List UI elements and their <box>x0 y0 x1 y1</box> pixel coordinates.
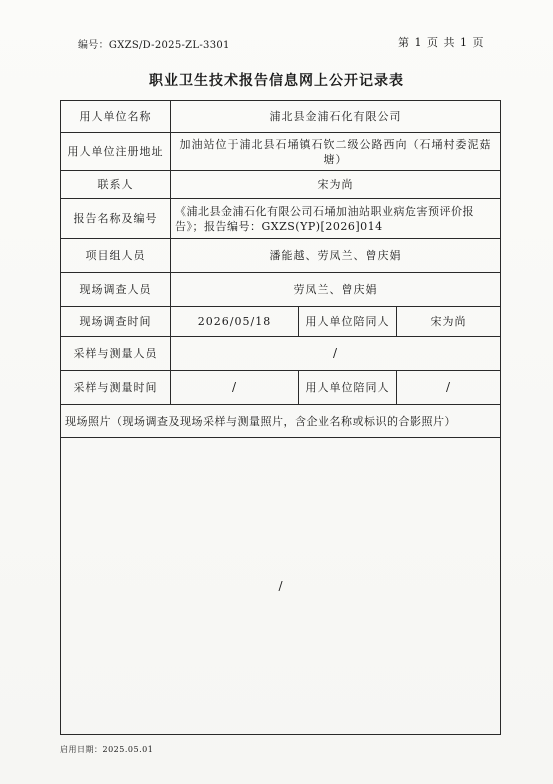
sampling-escort-value <box>397 371 501 405</box>
photos-label: 现场照片（现场调查及现场采样与测量照片，含企业名称或标识的合影照片） <box>61 405 501 438</box>
slash-mark: / <box>332 346 339 360</box>
photos-area <box>61 438 501 735</box>
page-info: 第 1 页 共 1 页 <box>398 36 485 49</box>
table-row <box>61 133 501 171</box>
sampling-time-label: 采样与测量时间 <box>61 371 171 405</box>
table-row <box>61 273 501 307</box>
survey-time-label: 现场调查时间 <box>61 307 171 337</box>
slash-mark: / <box>445 380 452 394</box>
employer-address-label: 用人单位注册地址 <box>61 133 171 171</box>
table-row <box>61 239 501 273</box>
table-row <box>61 101 501 133</box>
table-row <box>61 337 501 371</box>
doc-number: 编号：GXZS/D-2025-ZL-3301 <box>78 40 230 51</box>
employer-address-value: 加油站位于浦北县石埇镇石钦二级公路西向（石埇村委泥菇塘） <box>171 133 501 171</box>
employer-name-value: 浦北县金浦石化有限公司 <box>171 101 501 133</box>
slash-mark: / <box>231 380 238 394</box>
contact-label: 联系人 <box>61 171 171 199</box>
sampling-escort-label: 用人单位陪同人 <box>299 371 397 405</box>
table-row <box>61 199 501 239</box>
table-row <box>61 307 501 337</box>
survey-staff-value: 劳凤兰、曾庆娟 <box>171 273 501 307</box>
contact-value: 宋为尚 <box>171 171 501 199</box>
sampling-staff-value <box>171 337 501 371</box>
report-label: 报告名称及编号 <box>61 199 171 239</box>
table-row <box>61 371 501 405</box>
survey-staff-label: 现场调查人员 <box>61 273 171 307</box>
slash-mark: / <box>278 578 283 593</box>
survey-escort-label: 用人单位陪同人 <box>299 307 397 337</box>
survey-time-value: 2026/05/18 <box>171 307 299 337</box>
team-label: 项目组人员 <box>61 239 171 273</box>
page-title: 职业卫生技术报告信息网上公开记录表 <box>149 73 404 89</box>
record-table <box>60 100 501 735</box>
table-row <box>61 438 501 735</box>
sampling-time-value <box>171 371 299 405</box>
enabled-date: 启用日期：2025.05.01 <box>60 745 154 754</box>
survey-escort-value: 宋为尚 <box>397 307 501 337</box>
report-value: 《浦北县金浦石化有限公司石埇加油站职业病危害预评价报告》；报告编号：GXZS(YP)[2026]014 <box>171 199 501 239</box>
employer-name-label: 用人单位名称 <box>61 101 171 133</box>
table-row <box>61 405 501 438</box>
team-value: 潘能越、劳凤兰、曾庆娟 <box>171 239 501 273</box>
table-row <box>61 171 501 199</box>
sampling-staff-label: 采样与测量人员 <box>61 337 171 371</box>
